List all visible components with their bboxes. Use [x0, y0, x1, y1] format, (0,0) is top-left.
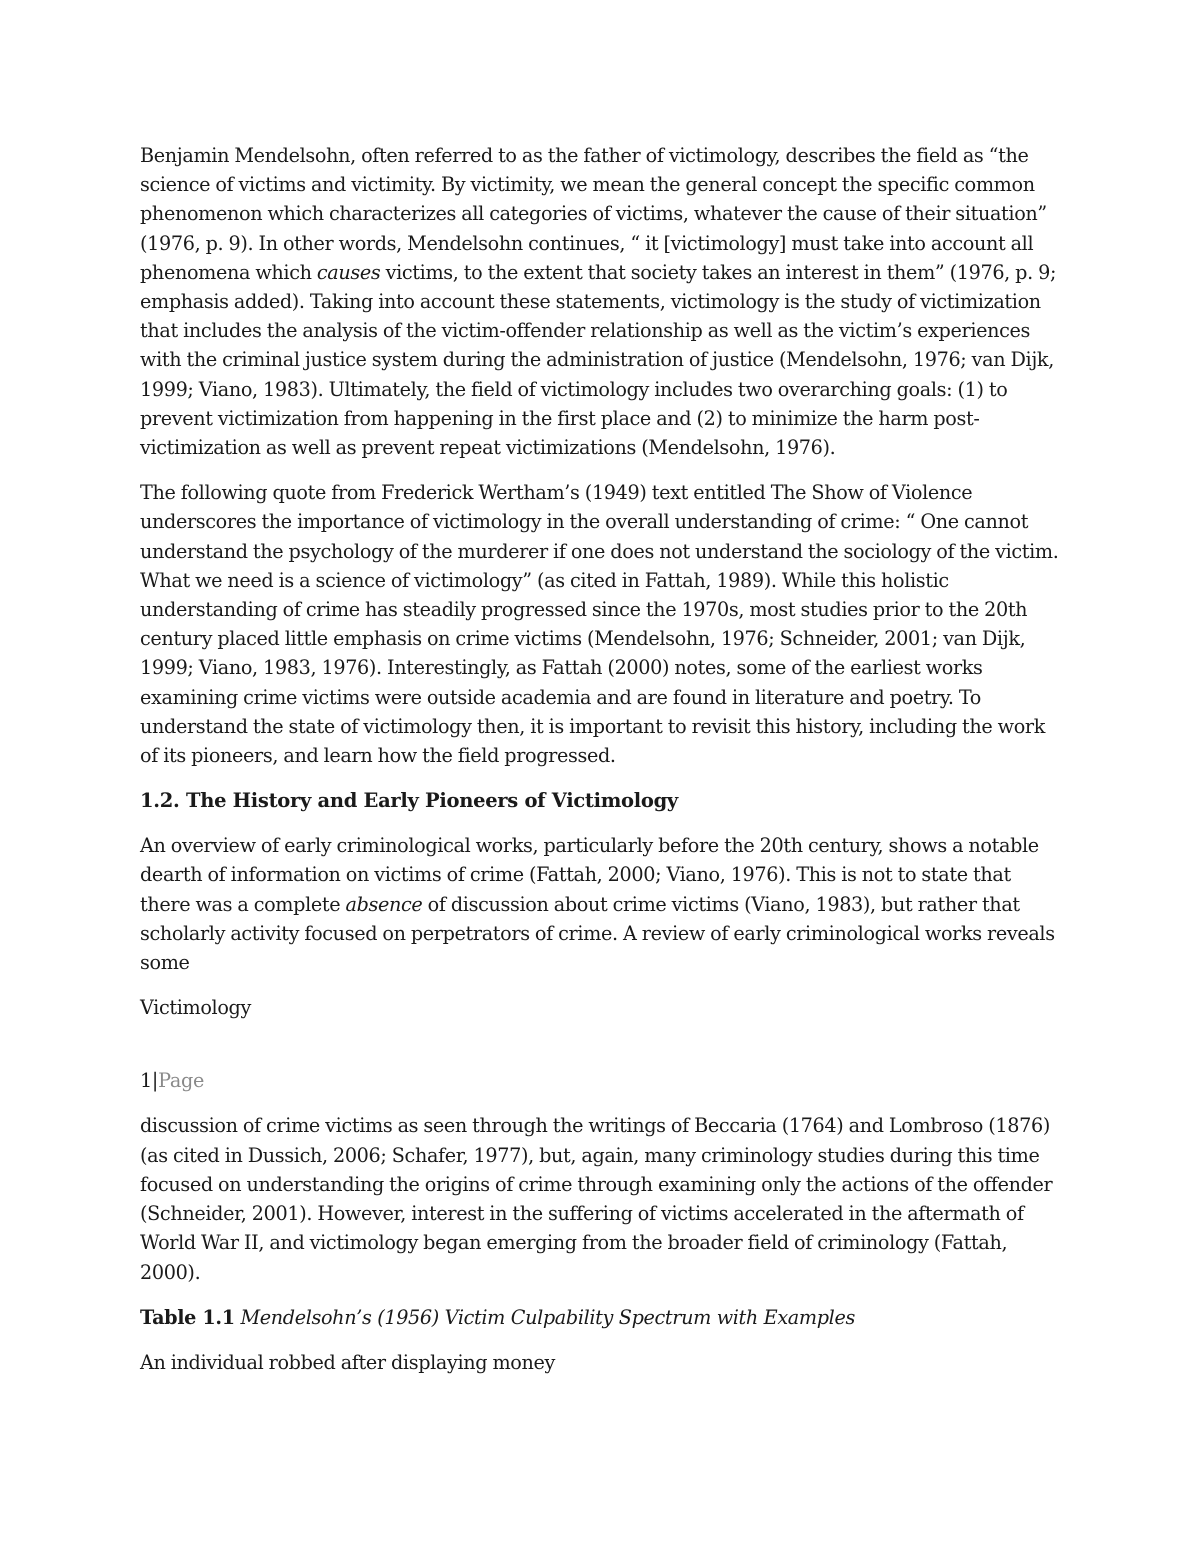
- paragraph-mendelsohn-definition: [140, 141, 1060, 462]
- emphasis-text: causes: [316, 260, 381, 284]
- running-label: Victimology: [140, 996, 251, 1020]
- page-separator: |: [151, 1069, 159, 1093]
- table-caption: [140, 1303, 1060, 1332]
- emphasis-text: absence: [345, 892, 423, 916]
- paragraph-text: An overview of early criminological works, particularly before the 20th century, shows a notable dearth of information on victims of crime (Fattah, 2000; Viano, 1976). This is not to state that there was a complete: [140, 834, 1039, 916]
- paragraph-text: victims, to the extent that society takes an interest in them” (1976, p. 9; emphasis added). Taking into account these statements, victimology is the study of victimization that includes the analysis of the victim-offender relationship as well as the victim’s experiences with the criminal justice system during the administration of justice (Mendelsohn, 1976; van Dijk, 1999; Viano, 1983). Ultimately, the field of victimology includes two overarching goals: (1) to prevent victimization from happening in the first place and (2) to minimize the harm post-victimization as well as prevent repeat victimizations (Mendelsohn, 1976).: [140, 260, 1057, 460]
- page-footer: [140, 1066, 1060, 1095]
- paragraph-text: Benjamin Mendelsohn, often referred to as the father of victimology, describes the field as “the science of victims and victimity. By victimity, we mean the general concept the specific common phenomenon which characterizes all categories of victims, whatever the cause of their situation” (1976, p. 9). In other words, Mendelsohn continues, “ it [victimology] must take into account all phenomena which: [140, 144, 1047, 284]
- paragraph-overview: [140, 831, 1060, 977]
- document-page: [140, 141, 1060, 1393]
- paragraph-text: of discussion about crime victims (Viano, 1983), but rather that scholarly activity focused on perpetrators of crime. A review of early criminological works reveals some: [140, 892, 1055, 975]
- table-title: Mendelsohn’s (1956) Victim Culpability Spectrum with Examples: [240, 1305, 855, 1329]
- page-number: 1: [140, 1069, 152, 1093]
- section-heading: 1.2. The History and Early Pioneers of Victimology: [140, 789, 678, 813]
- paragraph-continuation: discussion of crime victims as seen through the writings of Beccaria (1764) and Lombroso (1876) (as cited in Dussich, 2006; Schafer, 1977), but, again, many criminology studies during this time focused on understanding the origins of crime through examining only the actions of the offender (Schneider, 2001). However, interest in the suffering of victims accelerated in the aftermath of World War II, and victimology began emerging from the broader field of criminology (Fattah, 2000).: [140, 1114, 1053, 1284]
- table-example-text: An individual robbed after displaying money: [140, 1350, 556, 1374]
- table-label: Table 1.1: [140, 1305, 235, 1329]
- page-label: Page: [158, 1069, 205, 1093]
- paragraph-wertham-quote: The following quote from Frederick Wertham’s (1949) text entitled The Show of Violence underscores the importance of victimology in the overall understanding of crime: “ One cannot understand the psychology of the murderer if one does not understand the sociology of the victim. What we need is a science of victimology” (as cited in Fattah, 1989). While this holistic understanding of crime has steadily progressed since the 1970s, most studies prior to the 20th century placed little emphasis on crime victims (Mendelsohn, 1976; Schneider, 2001; van Dijk, 1999; Viano, 1983, 1976). Interestingly, as Fattah (2000) notes, some of the earliest works examining crime victims were outside academia and are found in literature and poetry. To understand the state of victimology then, it is important to revisit this history, including the work of its pioneers, and learn how the field progressed.: [140, 481, 1059, 768]
